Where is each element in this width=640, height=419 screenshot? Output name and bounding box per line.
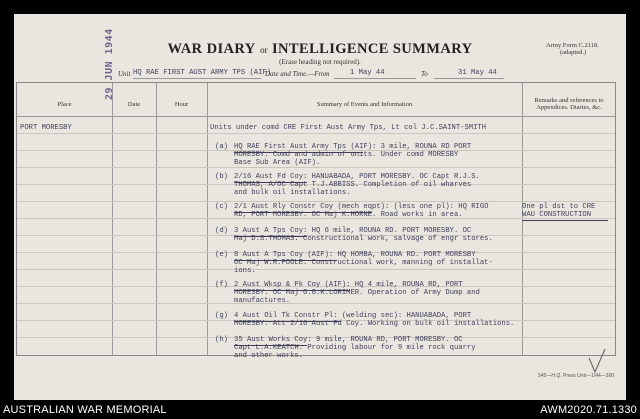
stamp-text: 29 JUN 1944 (104, 28, 115, 100)
header-hour: Hour (174, 101, 189, 108)
date-from-value: 1 May 44 (350, 69, 385, 77)
entry-a-line-2: MORESBY. Comd and admin of units. Under comd MORESBY (234, 151, 459, 159)
form-number: Army Form C.2118. (546, 42, 599, 49)
printer-note: 545—H.Q. Press Unit—1/44—300 (538, 373, 615, 379)
entry-a-key: (a) (215, 143, 228, 151)
entry-e-line-1: 8 Aust A Tps Coy (AIF): HQ HOMBA, ROUNA RD. PORT MORESBY (234, 251, 476, 259)
entry-f-line-3: manufactures. (234, 297, 291, 305)
form-adapted: (adapted.) (560, 49, 587, 56)
footer-institution: AUSTRALIAN WAR MEMORIAL (3, 404, 167, 416)
erase-note: (Erase heading not required). (279, 58, 361, 66)
unit-value: HQ RAE FIRST AUST ARMY TPS (AIF) (133, 69, 272, 77)
entry-b-line-1: 2/16 Aust Fd Coy: HANUABADA, PORT MORESBY. OC Capt R.J.S. (234, 173, 480, 181)
entry-e-line-2: OC Maj W.R.POOLE. Constructional work, manning of installat- (234, 259, 493, 267)
date-label: Date and Time.—From (265, 70, 330, 78)
entry-h-line-2: Capt L.A.KEATCH. Providing labour for 9 mile rock quarry (234, 344, 476, 352)
form-reference (546, 42, 599, 56)
entry-e-line-3: ions. (234, 267, 256, 275)
title-war-diary: WAR DIARY (167, 41, 256, 57)
remark-line-2: WAU CONSTRUCTION (522, 211, 592, 219)
intro-line: Units under comd CRE First Aust Army Tps, Lt col J.C.SAINT-SMITH (210, 124, 487, 132)
entry-g-line-1: 4 Aust Oil Tk Constr Pl: (welding sec): HANUABADA, PORT (234, 312, 472, 320)
entry-c-key: (c) (215, 203, 228, 211)
entry-h-line-1: 35 Aust Works Coy: 9 mile, ROUNA RD, PORT MORESBY. OC (234, 336, 463, 344)
entry-a-line-1: HQ RAE First Aust Army Tps (AIF): 3 mile, ROUNA RD PORT (234, 143, 472, 151)
entry-e-key: (e) (215, 251, 228, 259)
entry-d-key: (d) (215, 227, 228, 235)
entry-a-line-3: Base Sub Area (AIF). (234, 159, 321, 167)
entry-b-key: (b) (215, 173, 228, 181)
header-remarks: Remarks and references to Appendices. Diaries, &c. (534, 97, 604, 111)
title-or: or (260, 45, 268, 55)
entry-f-line-1: 2 Aust Wksp & Pk Coy (AIF): HQ 4 mile, ROUNA RD, PORT (234, 281, 463, 289)
entry-d-line-2: Maj D.S.THOMAS. Constructional work, salvage of engr stores. (234, 235, 493, 243)
entry-g-key: (g) (215, 312, 228, 320)
entry-c-line-1: 2/1 Aust Rly Constr Coy (mech eqpt): (less one pl): HQ RIGO (234, 203, 489, 211)
war-diary-page (14, 14, 626, 400)
entry-g-line-2: MORESBY. Att 2/16 Aust Fd Coy. Working on bulk oil installations. (234, 320, 515, 328)
to-label: To (421, 70, 428, 78)
entry-d-line-1: 3 Aust A Tps Coy: HQ 6 mile, ROUNA RD. PORT MORESBY. OC (234, 227, 472, 235)
entry-c-line-2: RD, PORT MORESBY. OC Maj K.HORNE. Road works in area. (234, 211, 463, 219)
signature-mark (587, 348, 607, 374)
entry-b-line-3: and bulk oil installations. (234, 189, 351, 197)
header-date: Date (127, 101, 141, 108)
entry-b-line-2: THOMAS, A/OC Capt T.J.ABBISS. Completion of oil wharves (234, 181, 472, 189)
footer-accession-number: AWM2020.71.1330 (540, 404, 637, 416)
date-to-value: 31 May 44 (458, 69, 497, 77)
remark-line-1: One pl dst to CRE (522, 203, 596, 211)
header-summary: Summary of Events and Information (316, 101, 413, 108)
page-title (14, 40, 626, 58)
title-intelligence-summary: INTELLIGENCE SUMMARY (272, 41, 473, 57)
unit-label: Unit (118, 70, 131, 78)
entry-f-key: (f) (215, 281, 228, 289)
entry-f-line-2: MORESBY. OC Maj G.G.K.LORIMER. Operation of Army Dump and (234, 289, 480, 297)
entry-h-key: (h) (215, 336, 228, 344)
entry-h-line-3: and other works. (234, 352, 304, 360)
place-value: PORT MORESBY (20, 124, 72, 132)
header-place: Place (57, 101, 72, 108)
